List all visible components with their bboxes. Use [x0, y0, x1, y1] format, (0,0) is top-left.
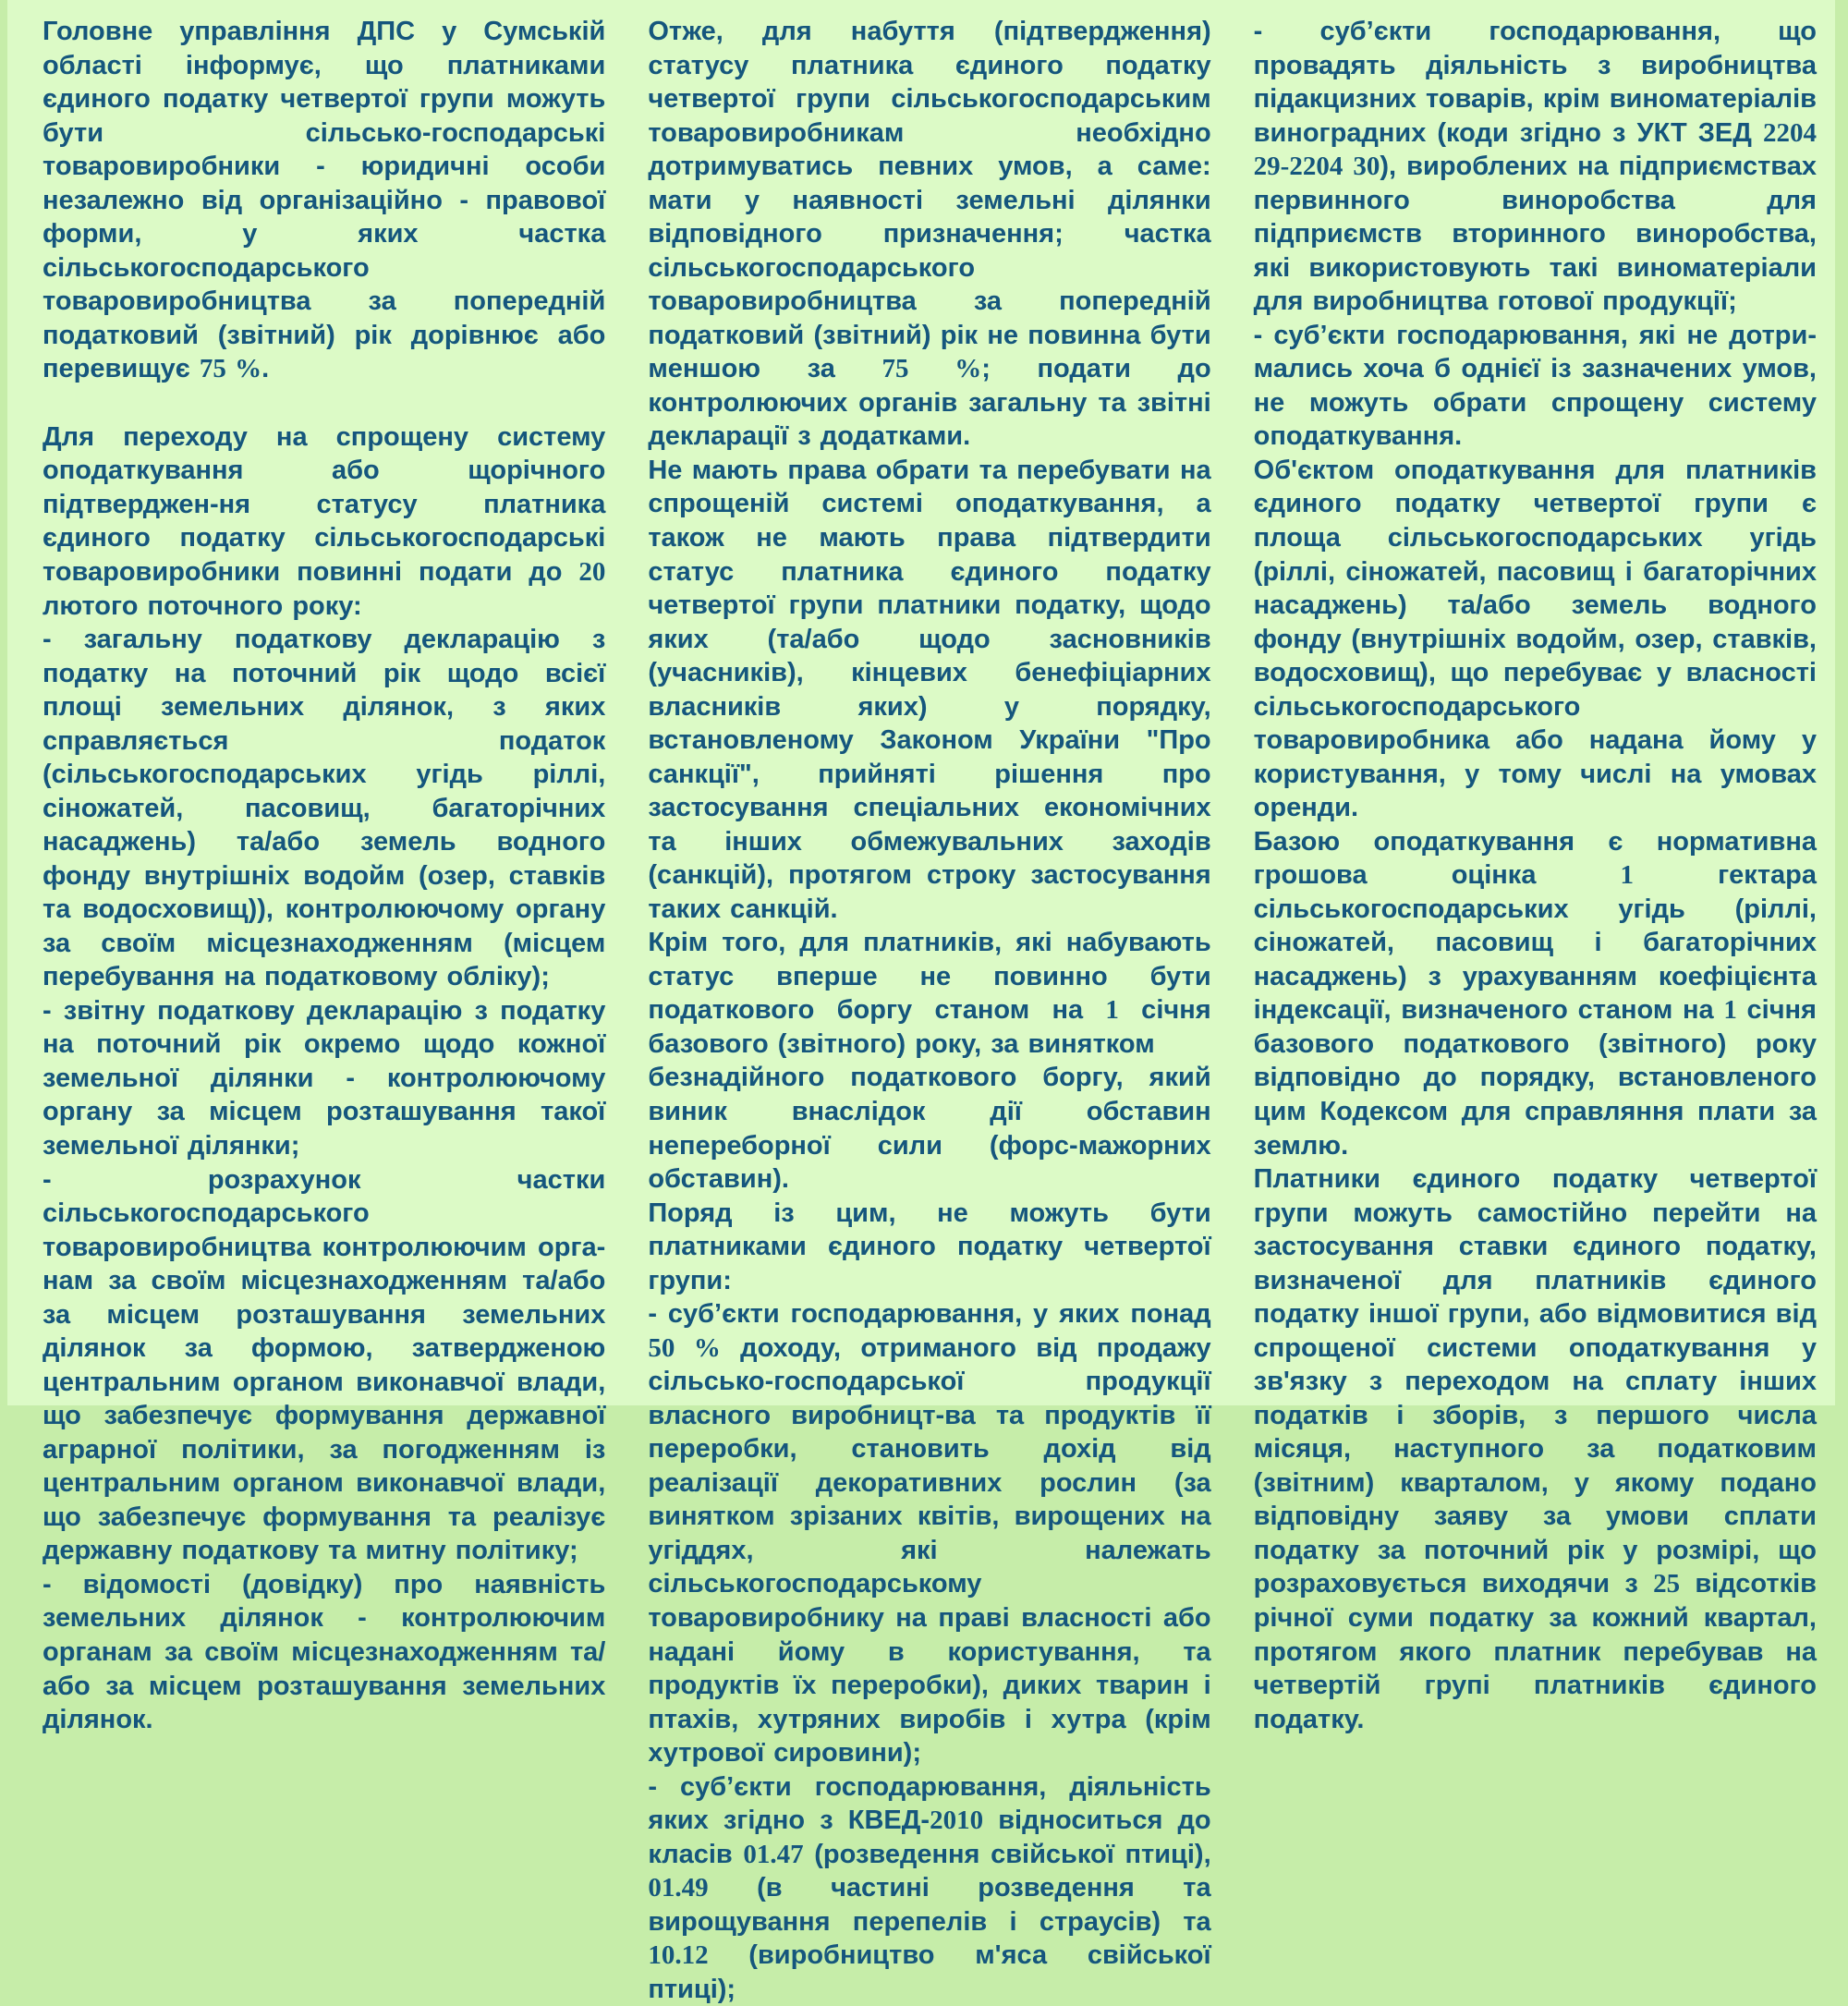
paragraph: - суб’єкти господарювання, що провадять діяльність з виробництва підакцизних товарів, крім виноматеріалів виноградних (коди згідно з УКТ ЗЕД 2204 29-2204 30), вироблених на підприємствах первинного виноробства для підприємств вторинного виноробства, які використовують такі виноматеріали для виробництва готової продукції; — [1254, 15, 1817, 319]
paragraph: Крім того, для платників, які набувають статус вперше не повинно бути податкового боргу станом на 1 січня базового (звітного) року, за винятком — [648, 926, 1210, 1061]
paragraph: Для переходу на спрощену систему оподаткування або щорічного підтверджен-ня статусу платника єдиного податку сільськогосподарські товаровиробники повинні подати до 20 лютого поточного року: — [43, 420, 605, 623]
document-page — [7, 0, 1835, 1405]
paragraph: Платники єдиного податку четвертої групи можуть самостійно перейти на застосування ставки єдиного податку, визначеної для платників єдиного податку іншої групи, або відмовитися від спрощеної системи оподаткування у зв'язку з переходом на сплату інших податків і зборів, з першого числа місяця, наступного за податковим (звітним) кварталом, у якому подано відповідну заяву за умови сплати податку за поточний рік у розмірі, що розраховується виходячи з 25 відсотків річної суми податку за кожний квартал, протягом якого платник перебував на четвертій групі платників єдиного податку. — [1254, 1162, 1817, 1736]
paragraph: - звітну податкову декларацію з податку на поточний рік окремо щодо кожної земельної ділянки - контролюючому органу за місцем розташування такої земельної ділянки; — [43, 994, 605, 1163]
paragraph: Не мають права обрати та перебувати на спрощеній системі оподаткування, а також не мають права підтвердити статус платника єдиного податку четвертої групи платники податку, щодо яких (та/або щодо засновників (учасників), кінцевих бенефіціарних власників яких) у порядку, встановленому Законом України "Про санкції", прийняті рішення про застосування спеціальних економічних та інших обмежувальних заходів (санкцій), протягом строку застосування таких санкцій. — [648, 454, 1210, 926]
paragraph: - суб’єкти господарювання, які не дотри-мались хоча б однієї із зазначених умов, не можуть обрати спрощену систему оподаткування. — [1254, 319, 1817, 454]
paragraph: - відомості (довідку) про наявність земельних ділянок - контролюючим органам за своїм місцезнаходженням та/або за місцем розташування земельних ділянок. — [43, 1568, 605, 1737]
columns-container — [43, 15, 1817, 1396]
paragraph: - суб’єкти господарювання, у яких понад 50 % доходу, отриманого від продажу сільсько-господарської продукції власного виробницт-ва та продуктів її переробки, становить дохід від реалізації декоративних рослин (за винятком зрізаних квітів, вирощених на угіддях, які належать сільськогосподарському товаровиробнику на праві власності або надані йому в користування, та продуктів їх переробки), диких тварин і птахів, хутряних виробів і хутра (крім хутрової сировини); — [648, 1297, 1210, 1769]
text-column-3 — [1254, 15, 1817, 1396]
paragraph: - загальну податкову декларацію з податку на поточний рік щодо всієї площі земельних ділянок, з яких справляється податок (сільськогосподарських угідь ріллі, сіножатей, пасовищ, багаторічних насаджень) та/або земель водного фонду внутрішніх водойм (озер, ставків та водосховищ)), контролюючому органу за своїм місцезнаходженням (місцем перебування на податковому обліку); — [43, 623, 605, 994]
text-column-1 — [43, 15, 605, 1396]
paragraph: Поряд із цим, не можуть бути платниками єдиного податку четвертої групи: — [648, 1197, 1210, 1298]
paragraph: - суб’єкти господарювання, діяльність яких згідно з КВЕД-2010 відноситься до класів 01.47 (розведення свійської птиці), 01.49 (в частині розведення та вирощування перепелів і страусів) та 10.12 (виробництво м'яса свійської птиці); — [648, 1770, 1210, 2006]
paragraph: безнадійного податкового боргу, який виник внаслідок дії обставин непереборної сили (форс-мажорних обставин). — [648, 1061, 1210, 1196]
paragraph: Отже, для набуття (підтвердження) статусу платника єдиного податку четвертої групи сільськогосподарським товаровиробникам необхідно дотримуватись певних умов, а саме: мати у наявності земельні ділянки відповідного призначення; частка сільськогосподарського товаровиробництва за попередній податковий (звітний) рік не повинна бути меншою за 75 %; подати до контролюючих органів загальну та звітні декларації з додатками. — [648, 15, 1210, 454]
paragraph: Об'єктом оподаткування для платників єдиного податку четвертої групи є площа сільськогосподарських угідь (ріллі, сіножатей, пасовищ і багаторічних насаджень) та/або земель водного фонду (внутрішніх водойм, озер, ставків, водосховищ), що перебуває у власності сільськогосподарського товаровиробника або надана йому у користування, у тому числі на умовах оренди. — [1254, 454, 1817, 825]
paragraph: Головне управління ДПС у Сумській області інформує, що платниками єдиного податку четвертої групи можуть бути сільсько-господарські товаровиробники - юридичні особи незалежно від організаційно - правової форми, у яких частка сільськогосподарського товаровиробництва за попередній податковий (звітний) рік дорівнює або перевищує 75 %. — [43, 15, 605, 386]
paragraph: Базою оподаткування є нормативна грошова оцінка 1 гектара сільськогосподарських угідь (ріллі, сіножатей, пасовищ і багаторічних насаджень) з урахуванням коефіцієнта індексації, визначеного станом на 1 січня базового податкового (звітного) року відповідно до порядку, встановленого цим Кодексом для справляння плати за землю. — [1254, 825, 1817, 1162]
paragraph: - розрахунок частки сільськогосподарського товаровиробництва контролюючим орга-нам за своїм місцезнаходженням та/або за місцем розташування земельних ділянок за формою, затвердженою центральним органом виконавчої влади, що забезпечує формування державної аграрної політики, за погодженням із центральним органом виконавчої влади, що забезпечує формування та реалізує державну податкову та митну політику; — [43, 1163, 605, 1568]
text-column-2 — [648, 15, 1210, 1396]
